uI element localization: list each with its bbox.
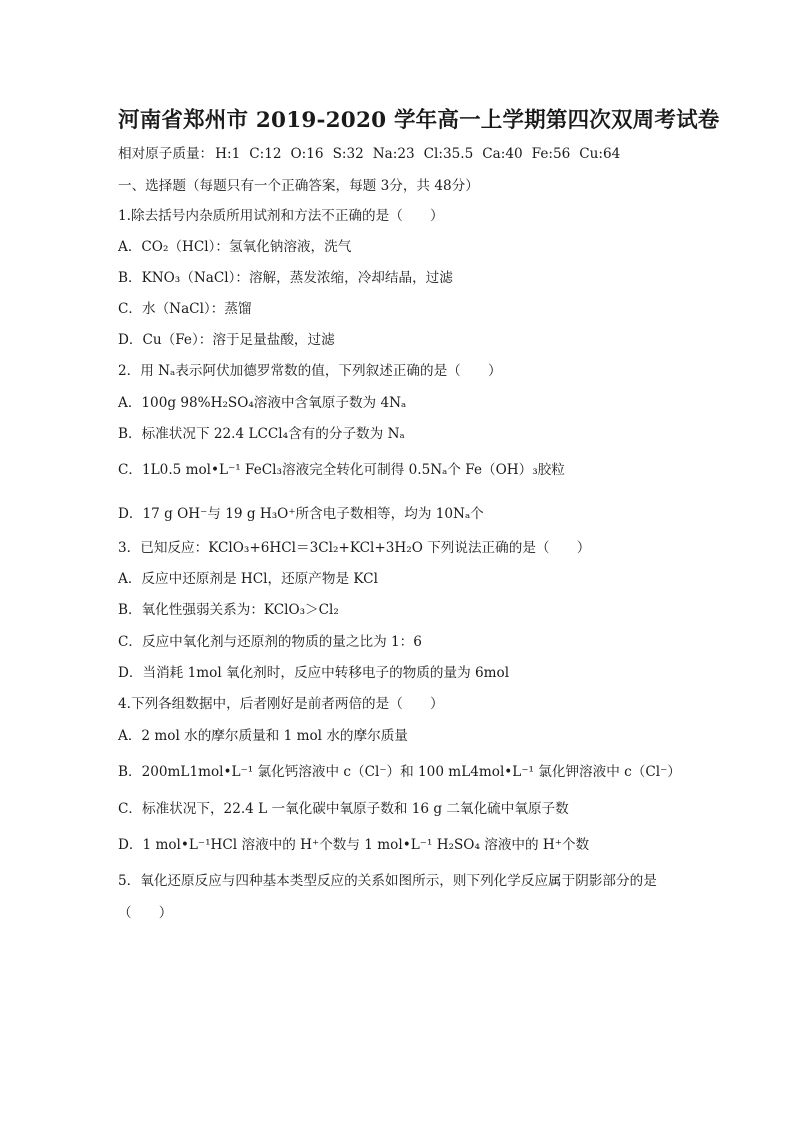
question-1-option-d: D．Cu（Fe）：溶于足量盐酸，过滤: [118, 332, 335, 348]
question-2-option-b: B．标准状况下 22.4 LCCl₄含有的分子数为 Nₐ: [118, 426, 405, 442]
question-3-option-d: D．当消耗 1mol 氧化剂时，反应中转移电子的物质的量为 6mol: [118, 665, 510, 681]
question-4-option-b: B．200mL1mol•L⁻¹ 氯化钙溶液中 c（Cl⁻）和 100 mL4mol•L⁻¹ 氯化钾溶液中 c（Cl⁻）: [118, 764, 681, 780]
question-2-option-a: A．100g 98%H₂SO₄溶液中含氧原子数为 4Nₐ: [118, 395, 407, 411]
atomic-mass-item: O:16: [290, 146, 324, 162]
question-4-option-a: A．2 mol 水的摩尔质量和 1 mol 水的摩尔质量: [118, 728, 408, 744]
section-heading: 一、选择题（每题只有一个正确答案，每题 3分，共 48分）: [118, 178, 479, 194]
question-1-stem: 1.除去括号内杂质所用试剂和方法不正确的是（ ）: [118, 208, 444, 224]
atomic-mass-item: H:1: [215, 146, 241, 162]
question-2-stem: 2．用 Nₐ表示阿伏加德罗常数的值，下列叙述正确的是（ ）: [118, 363, 502, 379]
question-5-stem: 5．氧化还原反应与四种基本类型反应的关系如图所示，则下列化学反应属于阴影部分的是: [118, 873, 657, 889]
page-title: 河南省郑州市 2019-2020 学年高一上学期第四次双周考试卷: [118, 108, 720, 133]
atomic-mass-item: C:12: [249, 146, 282, 162]
question-2-option-d: D．17 g OH⁻与 19 g H₃O⁺所含电子数相等，均为 10Nₐ个: [118, 506, 484, 522]
question-4-stem: 4.下列各组数据中，后者刚好是前者两倍的是（ ）: [118, 696, 444, 712]
question-1-option-a: A．CO₂（HCl）：氢氧化钠溶液，洗气: [118, 239, 352, 255]
question-4-option-c: C．标准状况下，22.4 L 一氧化碳中氧原子数和 16 g 二氧化硫中氧原子数: [118, 801, 569, 817]
question-3-option-c: C．反应中氧化剂与还原剂的物质的量之比为 1：6: [118, 634, 422, 650]
atomic-mass-label: 相对原子质量：: [118, 146, 214, 162]
atomic-mass-item: Cu:64: [579, 146, 621, 162]
question-3-option-a: A．反应中还原剂是 HCl，还原产物是 KCl: [118, 571, 378, 587]
atomic-mass-line: [118, 145, 629, 163]
atomic-mass-item: Fe:56: [531, 146, 571, 162]
question-4-option-d: D．1 mol•L⁻¹HCl 溶液中的 H⁺个数与 1 mol•L⁻¹ H₂SO₄ 溶液中的 H⁺个数: [118, 837, 590, 853]
question-1-option-b: B．KNO₃（NaCl）：溶解，蒸发浓缩，冷却结晶，过滤: [118, 270, 453, 286]
atomic-mass-item: S:32: [332, 146, 364, 162]
question-2-option-c: C．1L0.5 mol•L⁻¹ FeCl₃溶液完全转化可制得 0.5Nₐ个 Fe（OH）₃胶粒: [118, 462, 565, 478]
question-5-stem-continued: （ ）: [118, 905, 173, 921]
atomic-mass-item: Ca:40: [482, 146, 523, 162]
atomic-mass-item: Na:23: [372, 146, 415, 162]
question-3-stem: 3．已知反应：KClO₃+6HCl＝3Cl₂+KCl+3H₂O 下列说法正确的是（ ）: [118, 540, 591, 556]
atomic-mass-item: Cl:35.5: [423, 146, 474, 162]
question-3-option-b: B．氧化性强弱关系为：KClO₃＞Cl₂: [118, 602, 339, 618]
question-1-option-c: C．水（NaCl）：蒸馏: [118, 301, 252, 317]
